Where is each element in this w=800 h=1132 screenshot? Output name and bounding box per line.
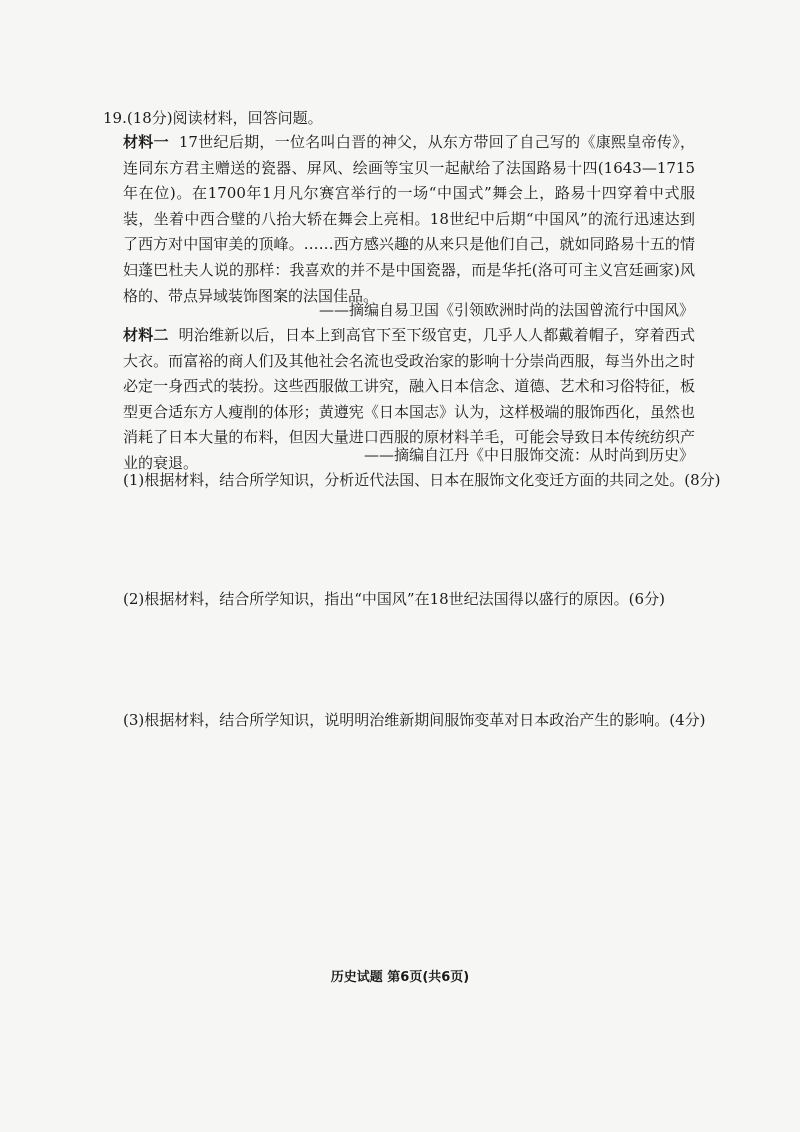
sub-question-1: (1)根据材料，结合所学知识，分析近代法国、日本在服饰文化变迁方面的共同之处。(8分) <box>123 471 721 489</box>
material-two-text: 明治维新以后，日本上到高官下至下级官吏，几乎人人都戴着帽子，穿着西式大衣。而富裕的商人们及其他社会名流也受政治家的影响十分崇尚西服，每当外出之时必定一身西式的装扮。这些西服做工讲究，融入日本信念、道德、艺术和习俗特征，板型更合适东方人瘦削的体形；黄遵宪《日本国志》认为，这样极端的服饰西化，虽然也消耗了日本大量的布料，但因大量进口西服的原材料羊毛，可能会导致日本传统纺织产业的衰退。 <box>123 326 695 472</box>
material-one-label: 材料一 <box>123 133 169 151</box>
question-number: 19.(18分) <box>103 109 173 127</box>
sub-question-3: (3)根据材料，结合所学知识，说明明治维新期间服饰变革对日本政治产生的影响。(4分) <box>123 711 706 729</box>
question-header <box>103 108 323 128</box>
material-two-source: ——摘编自江丹《中日服饰交流：从时尚到历史》 <box>363 446 694 464</box>
material-one-text: 17世纪后期，一位名叫白晋的神父，从东方带回了自己写的《康熙皇帝传》，连同东方君主赠送的瓷器、屏风、绘画等宝贝一起献给了法国路易十四(1643—1715年在位)。在1700年1月凡尔赛宫举行的一场“中国式”舞会上，路易十四穿着中式服装，坐着中西合璧的八抬大轿在舞会上亮相。18世纪中后期“中国风”的流行迅速达到了西方对中国审美的顶峰。……西方感兴趣的从来只是他们自己，就如同路易十五的情妇蓬巴杜夫人说的那样：我喜欢的并不是中国瓷器，而是华托(洛可可主义宫廷画家)风格的、带点异域装饰图案的法国佳品。 <box>123 133 695 305</box>
page-footer: 历史试题 第6页(共6页) <box>330 970 470 985</box>
material-two-label: 材料二 <box>123 326 169 344</box>
material-one-source: ——摘编自易卫国《引领欧洲时尚的法国曾流行中国风》 <box>318 301 694 319</box>
sub-question-2: (2)根据材料，结合所学知识，指出“中国风”在18世纪法国得以盛行的原因。(6分) <box>123 590 665 608</box>
material-one <box>123 130 695 309</box>
question-instruction: 阅读材料，回答问题。 <box>172 109 323 127</box>
